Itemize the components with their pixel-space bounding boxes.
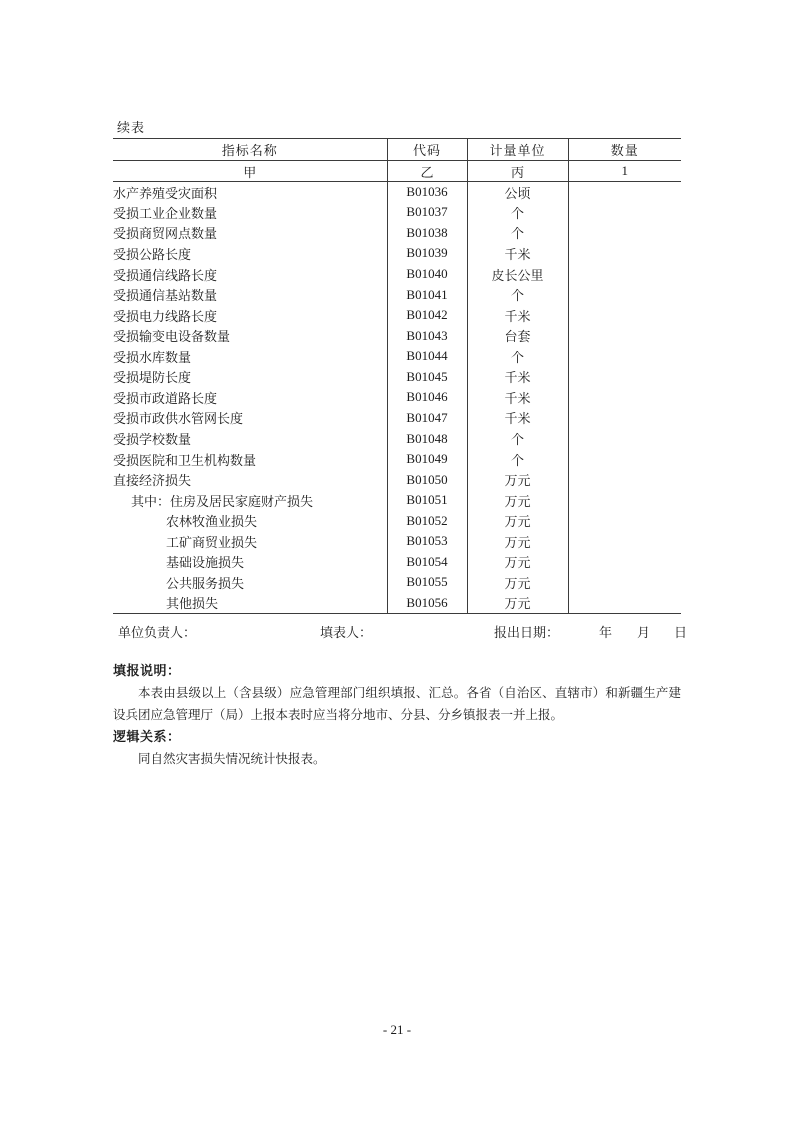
table-row	[113, 408, 681, 429]
unit-cell: 个	[467, 428, 568, 449]
quantity-cell	[568, 490, 681, 511]
day-label: 日	[674, 625, 688, 640]
code-cell: B01049	[387, 449, 467, 470]
quantity-cell	[568, 449, 681, 470]
indicator-name-cell: 基础设施损失	[113, 552, 387, 573]
indicator-name-cell: 受损商贸网点数量	[113, 223, 387, 244]
table-row	[113, 284, 681, 305]
unit-head-label: 单位负责人：	[118, 625, 197, 640]
unit-cell: 个	[467, 449, 568, 470]
table-row	[113, 305, 681, 326]
quantity-cell	[568, 243, 681, 264]
code-cell: B01046	[387, 387, 467, 408]
indicator-name-cell: 其中：住房及居民家庭财产损失	[113, 490, 387, 511]
code-cell: B01055	[387, 572, 467, 593]
table-row	[113, 182, 681, 203]
quantity-cell	[568, 264, 681, 285]
quantity-cell	[568, 367, 681, 388]
code-cell: B01038	[387, 223, 467, 244]
column-header: 指标名称	[113, 139, 387, 161]
unit-cell: 千米	[467, 408, 568, 429]
filling-instructions-heading: 填报说明：	[113, 663, 181, 678]
column-code-label: 乙	[387, 161, 467, 182]
table-row	[113, 449, 681, 470]
table-row	[113, 243, 681, 264]
indicator-name-cell: 受损学校数量	[113, 428, 387, 449]
unit-cell: 公顷	[467, 182, 568, 203]
table-row	[113, 572, 681, 593]
table-row	[113, 223, 681, 244]
column-header-row	[113, 139, 681, 161]
continuation-table-label: 续表	[117, 120, 146, 135]
unit-cell: 万元	[467, 490, 568, 511]
quantity-cell	[568, 531, 681, 552]
indicator-name-cell: 工矿商贸业损失	[113, 531, 387, 552]
quantity-cell	[568, 346, 681, 367]
unit-cell: 个	[467, 202, 568, 223]
quantity-cell	[568, 428, 681, 449]
code-cell: B01040	[387, 264, 467, 285]
unit-cell: 万元	[467, 531, 568, 552]
logic-relation-text: 同自然灾害损失情况统计快报表。	[138, 752, 326, 766]
month-label: 月	[637, 625, 651, 640]
code-cell: B01043	[387, 325, 467, 346]
filling-instructions-text: 本表由县级以上（含县级）应急管理部门组织填报、汇总。各省（自治区、直辖市）和新疆生产建设兵团应急管理厅（局）上报本表时应当将分地市、分县、分乡镇报表一并上报。	[113, 686, 681, 722]
code-cell: B01036	[387, 182, 467, 203]
code-cell: B01041	[387, 284, 467, 305]
code-cell: B01037	[387, 202, 467, 223]
quantity-cell	[568, 325, 681, 346]
indicator-table	[113, 138, 681, 614]
indicator-name-cell: 受损堤防长度	[113, 367, 387, 388]
quantity-cell	[568, 223, 681, 244]
unit-cell: 千米	[467, 387, 568, 408]
column-code-row	[113, 161, 681, 182]
report-date-label: 报出日期：	[494, 625, 560, 640]
quantity-cell	[568, 387, 681, 408]
unit-cell: 个	[467, 284, 568, 305]
indicator-name-cell: 受损通信线路长度	[113, 264, 387, 285]
quantity-cell	[568, 305, 681, 326]
indicator-name-cell: 受损公路长度	[113, 243, 387, 264]
unit-cell: 台套	[467, 325, 568, 346]
unit-cell: 万元	[467, 572, 568, 593]
table-row	[113, 469, 681, 490]
signature-row	[113, 619, 688, 641]
indicator-name-cell: 受损通信基站数量	[113, 284, 387, 305]
quantity-cell	[568, 408, 681, 429]
page-number: - 21 -	[382, 1022, 412, 1037]
table-row	[113, 552, 681, 573]
indicator-name-cell: 公共服务损失	[113, 572, 387, 593]
quantity-cell	[568, 572, 681, 593]
quantity-cell	[568, 202, 681, 223]
code-cell: B01054	[387, 552, 467, 573]
code-cell: B01051	[387, 490, 467, 511]
column-code-label: 1	[568, 161, 681, 182]
indicator-name-cell: 受损电力线路长度	[113, 305, 387, 326]
table-row	[113, 264, 681, 285]
indicator-name-cell: 受损工业企业数量	[113, 202, 387, 223]
indicator-name-cell: 农林牧渔业损失	[113, 511, 387, 532]
code-cell: B01056	[387, 593, 467, 614]
unit-cell: 皮长公里	[467, 264, 568, 285]
unit-cell: 万元	[467, 469, 568, 490]
table-row	[113, 531, 681, 552]
code-cell: B01042	[387, 305, 467, 326]
code-cell: B01039	[387, 243, 467, 264]
logic-relation-heading: 逻辑关系：	[113, 729, 181, 744]
indicator-table-body	[113, 182, 681, 614]
table-row	[113, 490, 681, 511]
unit-cell: 万元	[467, 593, 568, 614]
table-row	[113, 325, 681, 346]
unit-cell: 千米	[467, 305, 568, 326]
indicator-name-cell: 受损输变电设备数量	[113, 325, 387, 346]
indicator-table-head	[113, 139, 681, 182]
column-code-label: 甲	[113, 161, 387, 182]
code-cell: B01045	[387, 367, 467, 388]
unit-cell: 个	[467, 223, 568, 244]
quantity-cell	[568, 511, 681, 532]
code-cell: B01047	[387, 408, 467, 429]
table-row	[113, 202, 681, 223]
indicator-name-cell: 受损医院和卫生机构数量	[113, 449, 387, 470]
indicator-name-cell: 其他损失	[113, 593, 387, 614]
column-header: 数量	[568, 139, 681, 161]
unit-cell: 万元	[467, 511, 568, 532]
indicator-name-cell: 受损市政供水管网长度	[113, 408, 387, 429]
quantity-cell	[568, 552, 681, 573]
unit-cell: 个	[467, 346, 568, 367]
quantity-cell	[568, 182, 681, 203]
code-cell: B01053	[387, 531, 467, 552]
unit-cell: 千米	[467, 243, 568, 264]
unit-cell: 千米	[467, 367, 568, 388]
quantity-cell	[568, 284, 681, 305]
column-header: 计量单位	[467, 139, 568, 161]
table-row	[113, 387, 681, 408]
quantity-cell	[568, 469, 681, 490]
indicator-name-cell: 水产养殖受灾面积	[113, 182, 387, 203]
notes-section	[113, 660, 681, 770]
unit-cell: 万元	[467, 552, 568, 573]
code-cell: B01048	[387, 428, 467, 449]
year-label: 年	[599, 625, 613, 640]
preparer-label: 填表人：	[320, 625, 373, 640]
code-cell: B01050	[387, 469, 467, 490]
indicator-name-cell: 受损水库数量	[113, 346, 387, 367]
quantity-cell	[568, 593, 681, 614]
code-cell: B01044	[387, 346, 467, 367]
indicator-name-cell: 直接经济损失	[113, 469, 387, 490]
table-row	[113, 593, 681, 614]
column-header: 代码	[387, 139, 467, 161]
column-code-label: 丙	[467, 161, 568, 182]
table-row	[113, 367, 681, 388]
table-row	[113, 428, 681, 449]
table-row	[113, 346, 681, 367]
indicator-name-cell: 受损市政道路长度	[113, 387, 387, 408]
table-row	[113, 511, 681, 532]
code-cell: B01052	[387, 511, 467, 532]
